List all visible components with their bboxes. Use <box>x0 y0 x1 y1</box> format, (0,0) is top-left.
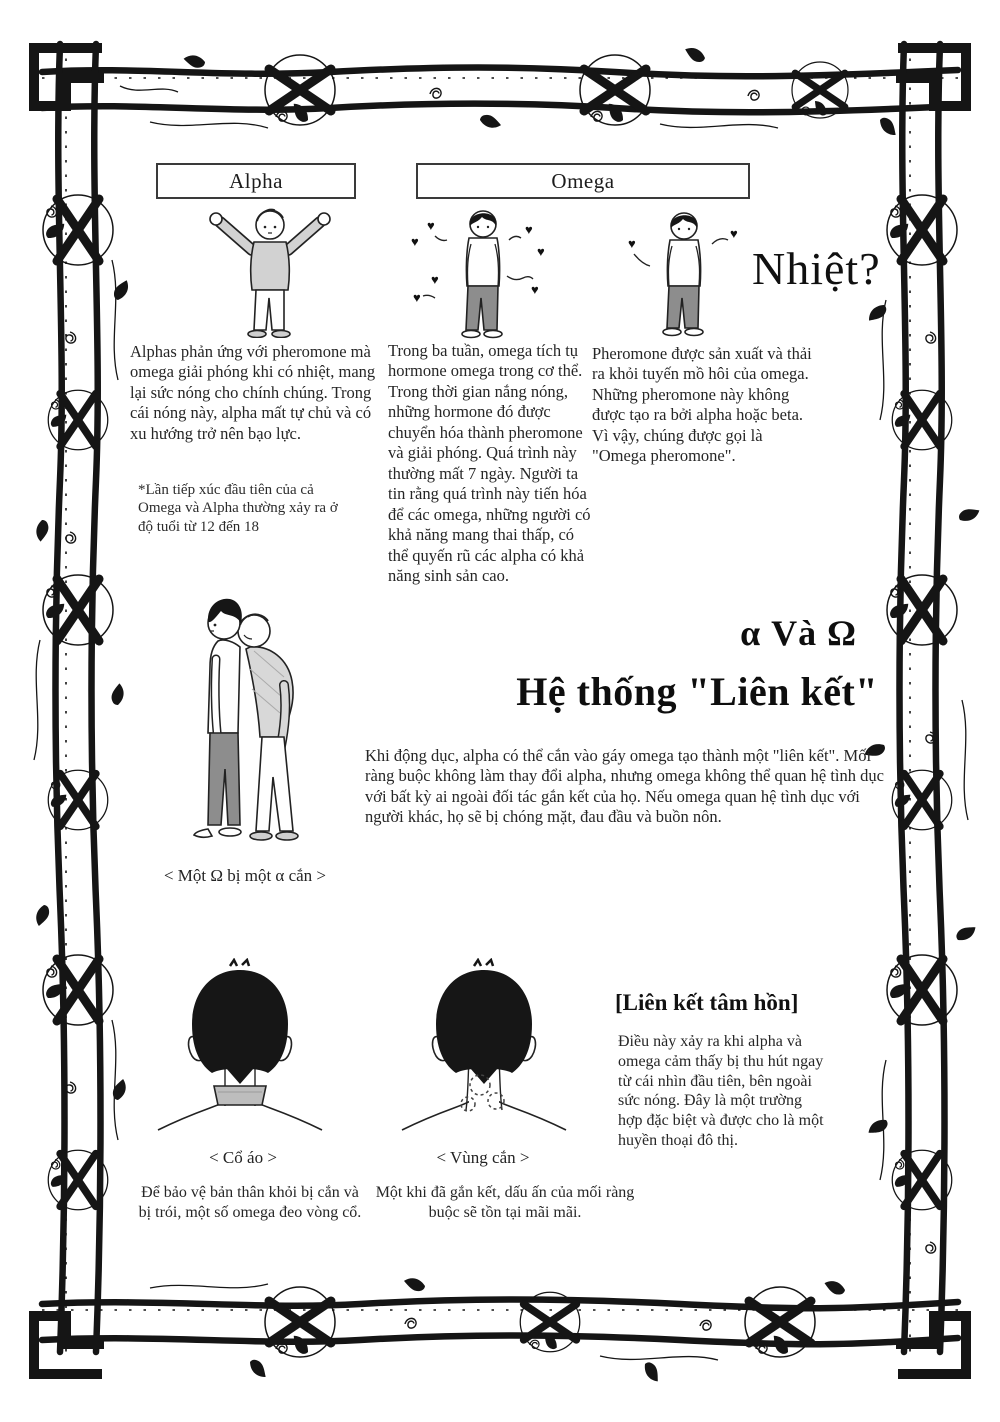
soul-bond-title: [Liên kết tâm hồn] <box>615 990 799 1015</box>
heart-icon: ♥ <box>431 272 439 287</box>
heart-icon: ♥ <box>525 222 533 237</box>
collar-caption: < Cổ áo > <box>209 1148 277 1167</box>
omega-label: Omega <box>551 168 615 193</box>
alpha-biting-omega-illustration <box>172 585 340 853</box>
bite-illustration-caption: < Một Ω bị một α cắn > <box>163 866 327 885</box>
collar-description: Để bảo vệ bản thân khỏi bị cắn và bị trói, một số omega đeo vòng cổ. <box>138 1184 362 1221</box>
bite-area-description: Một khi đã gắn kết, dấu ấn của mối ràng buộc sẽ tồn tại mãi mãi. <box>375 1184 635 1221</box>
first-contact-footnote: *Lần tiếp xúc đầu tiên của cả Omega và Alpha thường xảy ra ở độ tuổi từ 12 đến 18 <box>138 482 338 535</box>
heart-icon: ♥ <box>413 290 421 305</box>
omega-description: Trong ba tuần, omega tích tụ hormone omega trong cơ thể. Trong thời gian nắng nóng, những hormone đó được chuyển hóa thành pheromone và giải phóng. Quá trình này thường mất 7 ngày. Người ta tin rằng quá trình này tiến hóa để các omega, những người có khả năng mang thai thấp, có thể quyến rũ các alpha có khả năng sinh sản cao. <box>388 341 591 585</box>
heat-title: Nhiệt? <box>752 243 881 294</box>
heart-icon: ♥ <box>628 236 636 251</box>
alpha-label-box <box>156 163 356 199</box>
alpha-label: Alpha <box>229 168 283 193</box>
heart-icon: ♥ <box>730 226 738 241</box>
omega-label-box <box>416 163 750 199</box>
alpha-description: Alphas phản ứng với pheromone mà omega giải phóng khi có nhiệt, mang lại sức nóng cho chính chúng. Trong cái nóng này, alpha mất tự chủ và có xu hướng trở nên bạo lực. <box>130 342 376 443</box>
heart-icon: ♥ <box>427 218 435 233</box>
pheromone-description: Pheromone được sản xuất và thải ra khỏi tuyến mồ hôi của omega. Những pheromone này không được tạo ra bởi alpha hoặc beta. Vì vậy, chúng được gọi là "Omega pheromone". <box>592 344 812 466</box>
heart-icon: ♥ <box>537 244 545 259</box>
bond-title-greek: α Và Ω <box>740 613 857 653</box>
head-back-with-bite-marks-illustration <box>392 958 576 1146</box>
soul-bond-description: Điều này xảy ra khi alpha và omega cảm thấy bị thu hút ngay từ cái nhìn đầu tiên, bên ngoài sức nóng. Đây là một trường hợp đặc biệt và được cho là một huyền thoại đô thị. <box>618 1033 824 1150</box>
bond-description: Khi động dục, alpha có thể cắn vào gáy omega tạo thành một "liên kết". Mối ràng buộc không làm thay đổi alpha, nhưng omega không thể quan hệ tình dục với bất kỳ ai ngoài đối tác gắn kết của họ. Nếu omega quan hệ tình dục với người khác, họ sẽ bị chóng mặt, đau đầu và buồn nôn. <box>365 746 884 827</box>
heart-icon: ♥ <box>411 234 419 249</box>
bond-title-system: Hệ thống "Liên kết" <box>516 669 878 714</box>
heart-icon: ♥ <box>531 282 539 297</box>
head-back-with-collar-illustration <box>148 958 332 1146</box>
omega-figure-with-pheromone-hearts <box>618 200 750 340</box>
bite-area-caption: < Vùng cắn > <box>436 1148 530 1167</box>
omega-figure-with-pheromone-hearts <box>405 198 561 340</box>
alpha-figure-arms-spread <box>198 198 342 338</box>
